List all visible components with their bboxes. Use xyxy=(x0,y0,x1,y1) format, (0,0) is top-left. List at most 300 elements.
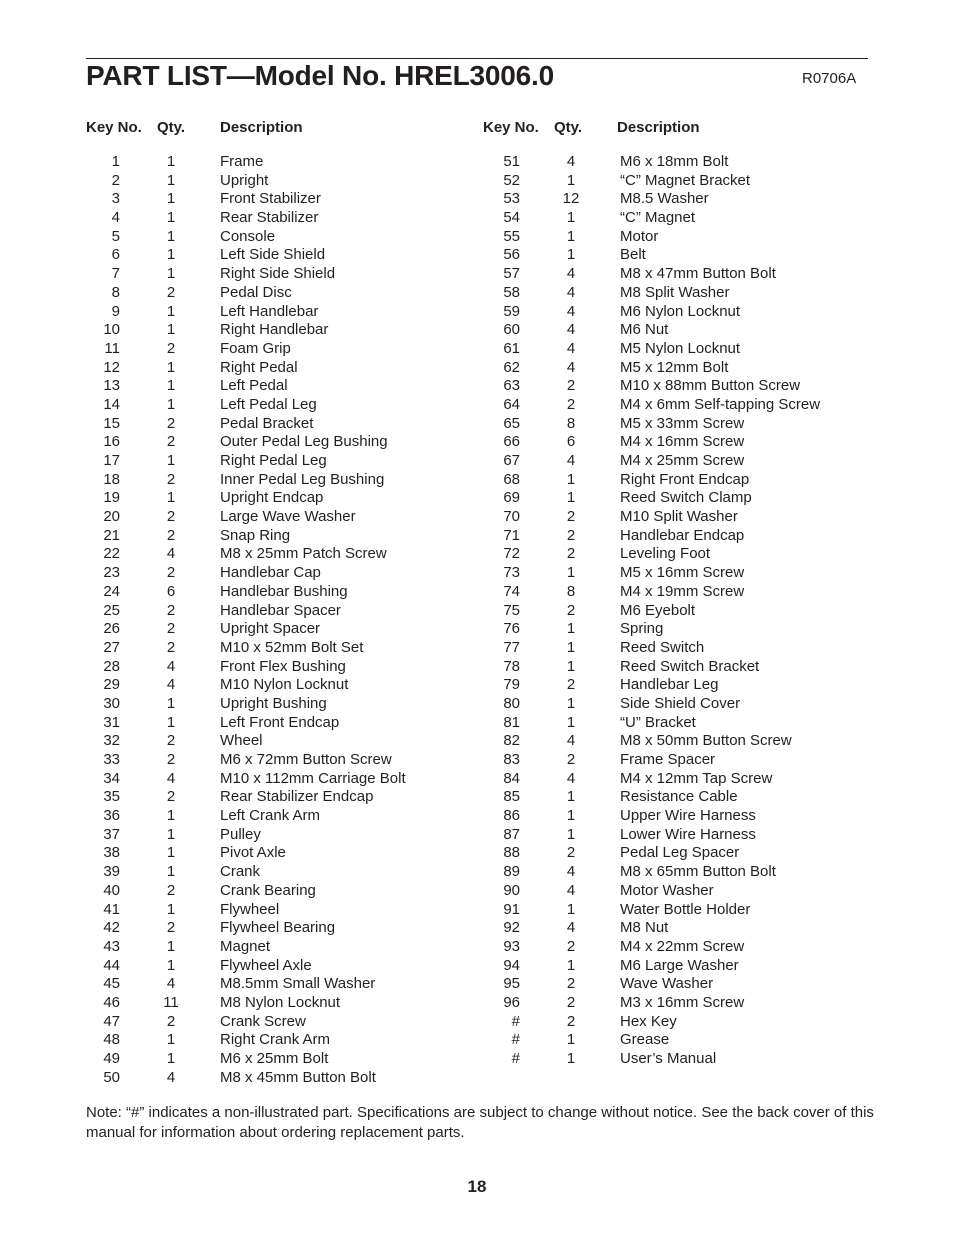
part-description: Crank Bearing xyxy=(220,881,316,899)
part-row xyxy=(480,359,860,378)
part-row xyxy=(480,770,860,789)
part-qty: 2 xyxy=(166,919,176,937)
part-qty: 4 xyxy=(566,452,576,469)
part-row xyxy=(480,228,860,247)
part-key-no: 27 xyxy=(103,638,120,656)
part-description: Handlebar Endcap xyxy=(620,526,745,544)
description-header-left: Description xyxy=(220,119,303,136)
part-description: Pivot Axle xyxy=(220,844,286,862)
part-qty: 4 xyxy=(166,1068,176,1086)
part-qty: 4 xyxy=(566,863,576,881)
part-key-no: 34 xyxy=(103,769,120,787)
part-row xyxy=(80,1031,460,1050)
part-qty: 4 xyxy=(566,769,576,787)
part-qty: 1 xyxy=(166,1050,176,1067)
parts-column-right xyxy=(480,153,860,1069)
part-description: M10 Nylon Locknut xyxy=(220,676,349,694)
part-row xyxy=(80,228,460,247)
part-row xyxy=(480,639,860,658)
part-description: Upright Endcap xyxy=(220,489,324,507)
part-description: Snap Ring xyxy=(220,526,291,544)
part-row xyxy=(80,639,460,658)
part-key-no: 44 xyxy=(103,956,120,974)
part-key-no: 84 xyxy=(503,769,520,787)
part-qty: 2 xyxy=(166,564,176,582)
part-description: M10 x 88mm Button Screw xyxy=(620,377,801,395)
part-key-no: 65 xyxy=(503,414,520,432)
part-row xyxy=(480,172,860,191)
part-description: M8 Nut xyxy=(620,919,669,937)
part-description: Water Bottle Holder xyxy=(620,900,751,918)
part-key-no: 28 xyxy=(103,657,120,675)
part-description: M6 x 18mm Bolt xyxy=(620,153,729,170)
part-key-no: 2 xyxy=(111,171,120,189)
part-row xyxy=(80,863,460,882)
part-key-no: 72 xyxy=(503,545,520,563)
part-row xyxy=(480,1031,860,1050)
part-key-no: 17 xyxy=(103,452,120,469)
part-qty: 1 xyxy=(166,302,176,320)
part-key-no: 40 xyxy=(103,881,120,899)
part-row xyxy=(80,508,460,527)
part-qty: 1 xyxy=(566,825,576,843)
part-key-no: 31 xyxy=(103,713,120,731)
part-description: Motor xyxy=(620,227,659,245)
part-description: M10 x 52mm Bolt Set xyxy=(220,638,364,656)
part-row xyxy=(80,209,460,228)
part-key-no: 5 xyxy=(111,227,120,245)
part-row xyxy=(80,321,460,340)
part-qty: 1 xyxy=(566,246,576,264)
part-description: User’s Manual xyxy=(620,1050,717,1067)
part-key-no: 55 xyxy=(503,227,520,245)
part-key-no: 76 xyxy=(503,620,520,638)
part-qty: 4 xyxy=(566,153,576,170)
part-qty: 1 xyxy=(166,937,176,955)
part-key-no: 7 xyxy=(111,265,120,283)
part-qty: 4 xyxy=(566,283,576,301)
part-key-no: 42 xyxy=(103,919,120,937)
part-description: “U” Bracket xyxy=(620,713,696,731)
key-no-header-left: Key No. xyxy=(86,119,142,136)
part-key-no: 59 xyxy=(503,302,520,320)
part-row xyxy=(80,153,460,172)
part-key-no: 43 xyxy=(103,937,120,955)
part-row xyxy=(80,882,460,901)
part-row xyxy=(80,1013,460,1032)
part-key-no: 78 xyxy=(503,657,520,675)
part-description: Flywheel xyxy=(220,900,280,918)
part-key-no: 96 xyxy=(503,993,520,1011)
part-key-no: 8 xyxy=(111,283,120,301)
part-key-no: 30 xyxy=(103,694,120,712)
part-row xyxy=(480,489,860,508)
part-row xyxy=(80,676,460,695)
part-key-no: 61 xyxy=(503,339,520,357)
part-row xyxy=(480,975,860,994)
part-qty: 1 xyxy=(566,489,576,507)
part-description: M8 Split Washer xyxy=(620,283,730,301)
part-key-no: 36 xyxy=(103,807,120,825)
part-key-no: 19 xyxy=(103,489,120,507)
part-description: Left Handlebar xyxy=(220,302,319,320)
part-row xyxy=(80,844,460,863)
part-qty: 6 xyxy=(166,582,176,600)
page-number: 18 xyxy=(467,1177,487,1196)
part-row xyxy=(480,751,860,770)
part-description: M6 x 72mm Button Screw xyxy=(220,751,392,768)
part-qty: 1 xyxy=(166,489,176,507)
part-qty: 1 xyxy=(166,265,176,283)
part-description: Reed Switch Clamp xyxy=(620,489,752,507)
part-row xyxy=(480,321,860,340)
part-row xyxy=(480,1050,860,1069)
part-description: Upright Spacer xyxy=(220,620,321,638)
part-description: Left Crank Arm xyxy=(220,807,321,825)
part-description: Pedal Disc xyxy=(220,283,292,301)
part-row xyxy=(80,284,460,303)
part-qty: 4 xyxy=(566,358,576,376)
part-description: Belt xyxy=(620,246,646,264)
part-key-no: 20 xyxy=(103,508,120,526)
part-description: Pedal Bracket xyxy=(220,414,314,432)
part-row xyxy=(480,583,860,602)
part-description: Flywheel Axle xyxy=(220,956,312,974)
part-description: M4 x 25mm Screw xyxy=(620,452,745,469)
part-key-no: 89 xyxy=(503,863,520,881)
part-row xyxy=(80,658,460,677)
part-description: Flywheel Bearing xyxy=(220,919,336,937)
part-row xyxy=(80,527,460,546)
part-row xyxy=(480,695,860,714)
part-row xyxy=(480,788,860,807)
part-description: M8 x 50mm Button Screw xyxy=(620,732,792,750)
part-qty: 1 xyxy=(566,900,576,918)
part-qty: 2 xyxy=(566,844,576,862)
part-description: M8 x 45mm Button Bolt xyxy=(220,1068,376,1086)
part-qty: 1 xyxy=(566,807,576,825)
part-description: Crank xyxy=(220,863,261,881)
part-key-no: 3 xyxy=(111,190,120,208)
part-qty: 8 xyxy=(566,582,576,600)
part-description: M6 x 25mm Bolt xyxy=(220,1050,329,1067)
part-row xyxy=(480,471,860,490)
part-qty: 2 xyxy=(566,508,576,526)
part-description: Hex Key xyxy=(620,1012,677,1030)
part-description: M8 x 65mm Button Bolt xyxy=(620,863,776,881)
part-description: Left Front Endcap xyxy=(220,713,340,731)
part-qty: 1 xyxy=(166,246,176,264)
part-row xyxy=(80,788,460,807)
part-qty: 2 xyxy=(566,937,576,955)
part-key-no: 67 xyxy=(503,452,520,469)
part-row xyxy=(480,658,860,677)
part-row xyxy=(80,545,460,564)
part-key-no: 11 xyxy=(104,339,120,357)
part-row xyxy=(480,433,860,452)
part-key-no: 14 xyxy=(103,395,120,413)
part-row xyxy=(480,732,860,751)
part-key-no: 81 xyxy=(503,713,520,731)
part-qty: 2 xyxy=(166,414,176,432)
part-row xyxy=(80,620,460,639)
part-key-no: 18 xyxy=(103,470,120,488)
part-description: Right Handlebar xyxy=(220,321,329,339)
part-description: M5 x 12mm Bolt xyxy=(620,358,729,376)
part-qty: 1 xyxy=(566,209,576,227)
part-description: M8.5mm Small Washer xyxy=(220,975,376,993)
part-row xyxy=(480,807,860,826)
part-key-no: 92 xyxy=(503,919,520,937)
part-description: Handlebar Spacer xyxy=(220,601,341,619)
part-key-no: 66 xyxy=(503,433,520,451)
part-key-no: 79 xyxy=(503,676,520,694)
part-qty: 11 xyxy=(163,993,179,1011)
part-key-no: # xyxy=(511,1050,520,1067)
part-description: M4 x 6mm Self-tapping Screw xyxy=(620,395,821,413)
part-key-no: 49 xyxy=(103,1050,120,1067)
part-row xyxy=(480,863,860,882)
part-key-no: 68 xyxy=(503,470,520,488)
part-key-no: 15 xyxy=(103,414,120,432)
part-description: Left Pedal Leg xyxy=(220,395,317,413)
part-description: Frame Spacer xyxy=(620,751,716,768)
part-description: M4 x 19mm Screw xyxy=(620,582,745,600)
part-row xyxy=(80,190,460,209)
part-qty: 1 xyxy=(166,694,176,712)
page-title: PART LIST—Model No. HREL3006.0 xyxy=(86,60,554,91)
part-row xyxy=(480,153,860,172)
part-description: M5 x 33mm Screw xyxy=(620,414,745,432)
part-description: Large Wave Washer xyxy=(220,508,356,526)
part-qty: 1 xyxy=(166,452,176,469)
part-key-no: 64 xyxy=(503,395,520,413)
part-qty: 2 xyxy=(166,470,176,488)
part-description: Foam Grip xyxy=(220,339,291,357)
part-key-no: 73 xyxy=(503,564,520,582)
part-key-no: 74 xyxy=(503,582,520,600)
key-no-header-right: Key No. xyxy=(483,119,539,136)
part-qty: 2 xyxy=(566,601,576,619)
part-qty: 1 xyxy=(166,713,176,731)
part-qty: 6 xyxy=(566,433,576,451)
part-row xyxy=(80,471,460,490)
part-qty: 2 xyxy=(166,1012,176,1030)
part-qty: 2 xyxy=(566,975,576,993)
part-row xyxy=(480,396,860,415)
part-row xyxy=(80,826,460,845)
part-key-no: 90 xyxy=(503,881,520,899)
part-key-no: 48 xyxy=(103,1031,120,1049)
part-row xyxy=(480,1013,860,1032)
part-row xyxy=(80,489,460,508)
part-qty: 1 xyxy=(166,807,176,825)
part-qty: 2 xyxy=(566,395,576,413)
part-key-no: 32 xyxy=(103,732,120,750)
part-description: Resistance Cable xyxy=(620,788,738,806)
part-description: Magnet xyxy=(220,937,271,955)
part-key-no: 9 xyxy=(111,302,120,320)
part-qty: 1 xyxy=(166,209,176,227)
part-row xyxy=(80,602,460,621)
part-key-no: 95 xyxy=(503,975,520,993)
part-key-no: 69 xyxy=(503,489,520,507)
footnote: Note: “#” indicates a non-illustrated part. Specifications are subject to change without notice. See the back cover of this manual for information about ordering replacement parts. xyxy=(86,1104,874,1141)
part-qty: 2 xyxy=(566,993,576,1011)
part-key-no: 6 xyxy=(111,246,120,264)
part-key-no: 71 xyxy=(503,526,520,544)
part-qty: 4 xyxy=(166,657,176,675)
part-qty: 1 xyxy=(566,956,576,974)
part-key-no: 56 xyxy=(503,246,520,264)
part-qty: 1 xyxy=(166,1031,176,1049)
part-description: Wave Washer xyxy=(620,975,714,993)
part-qty: 2 xyxy=(166,601,176,619)
part-row xyxy=(80,994,460,1013)
part-row xyxy=(80,246,460,265)
part-row xyxy=(80,583,460,602)
part-qty: 1 xyxy=(166,377,176,395)
part-description: Right Pedal xyxy=(220,358,298,376)
part-description: Console xyxy=(220,227,276,245)
part-row xyxy=(80,770,460,789)
part-key-no: 63 xyxy=(503,377,520,395)
part-row xyxy=(80,452,460,471)
part-row xyxy=(80,265,460,284)
part-row xyxy=(80,415,460,434)
part-qty: 1 xyxy=(566,1031,576,1049)
part-key-no: 91 xyxy=(503,900,520,918)
part-description: “C” Magnet Bracket xyxy=(620,171,751,189)
part-description: Upright xyxy=(220,171,269,189)
part-key-no: 10 xyxy=(103,321,120,339)
part-qty: 1 xyxy=(166,900,176,918)
part-description: M8 x 25mm Patch Screw xyxy=(220,545,387,563)
description-header-right: Description xyxy=(617,119,700,136)
part-key-no: 45 xyxy=(103,975,120,993)
part-description: Reed Switch Bracket xyxy=(620,657,760,675)
part-description: M10 Split Washer xyxy=(620,508,738,526)
part-key-no: 25 xyxy=(103,601,120,619)
part-key-no: 46 xyxy=(103,993,120,1011)
part-row xyxy=(480,303,860,322)
part-description: M6 Eyebolt xyxy=(620,601,696,619)
part-description: Frame xyxy=(220,153,264,170)
part-qty: 1 xyxy=(166,825,176,843)
part-qty: 1 xyxy=(166,395,176,413)
part-qty: 4 xyxy=(566,339,576,357)
part-key-no: 13 xyxy=(103,377,120,395)
part-row xyxy=(480,265,860,284)
part-key-no: 23 xyxy=(103,564,120,582)
part-key-no: 50 xyxy=(103,1068,120,1086)
part-description: M5 Nylon Locknut xyxy=(620,339,741,357)
part-row xyxy=(80,732,460,751)
part-qty: 1 xyxy=(166,171,176,189)
part-qty: 1 xyxy=(166,153,176,170)
part-description: M3 x 16mm Screw xyxy=(620,993,745,1011)
part-row xyxy=(480,994,860,1013)
part-row xyxy=(480,882,860,901)
part-qty: 1 xyxy=(166,358,176,376)
part-row xyxy=(480,246,860,265)
part-row xyxy=(480,284,860,303)
part-key-no: 24 xyxy=(103,582,120,600)
part-key-no: 86 xyxy=(503,807,520,825)
part-key-no: # xyxy=(511,1031,520,1049)
part-qty: 2 xyxy=(566,545,576,563)
part-qty: 4 xyxy=(566,919,576,937)
part-qty: 1 xyxy=(166,956,176,974)
part-description: Lower Wire Harness xyxy=(620,825,756,843)
part-row xyxy=(480,415,860,434)
part-description: M8 Nylon Locknut xyxy=(220,993,341,1011)
part-qty: 12 xyxy=(562,190,580,208)
part-description: Rear Stabilizer xyxy=(220,209,319,227)
part-description: Front Flex Bushing xyxy=(220,657,346,675)
part-row xyxy=(80,957,460,976)
part-description: Handlebar Leg xyxy=(620,676,719,694)
part-qty: 4 xyxy=(166,545,176,563)
part-description: M6 Nut xyxy=(620,321,669,339)
part-description: Pedal Leg Spacer xyxy=(620,844,740,862)
part-row xyxy=(80,377,460,396)
part-key-no: 22 xyxy=(103,545,120,563)
part-key-no: 80 xyxy=(503,694,520,712)
part-key-no: 38 xyxy=(103,844,120,862)
part-description: Left Pedal xyxy=(220,377,288,395)
part-row xyxy=(480,919,860,938)
part-qty: 1 xyxy=(566,788,576,806)
part-description: M8.5 Washer xyxy=(620,190,709,208)
part-qty: 1 xyxy=(566,694,576,712)
part-description: M4 x 16mm Screw xyxy=(620,433,745,451)
part-key-no: 85 xyxy=(503,788,520,806)
part-description: Grease xyxy=(620,1031,670,1049)
part-row xyxy=(480,527,860,546)
part-qty: 4 xyxy=(566,732,576,750)
part-key-no: 58 xyxy=(503,283,520,301)
part-qty: 2 xyxy=(166,339,176,357)
part-qty: 2 xyxy=(166,638,176,656)
part-key-no: 29 xyxy=(103,676,120,694)
part-key-no: 88 xyxy=(503,844,520,862)
part-row xyxy=(80,695,460,714)
part-qty: 1 xyxy=(566,470,576,488)
part-qty: 2 xyxy=(166,283,176,301)
part-key-no: 93 xyxy=(503,937,520,955)
part-row xyxy=(480,377,860,396)
qty-header-left: Qty. xyxy=(157,119,186,136)
part-key-no: 39 xyxy=(103,863,120,881)
document-code: R0706A xyxy=(802,70,857,87)
part-description: Wheel xyxy=(220,732,263,750)
part-row xyxy=(480,452,860,471)
part-row xyxy=(80,901,460,920)
part-key-no: 26 xyxy=(103,620,120,638)
part-key-no: 12 xyxy=(103,358,120,376)
part-key-no: 37 xyxy=(103,825,120,843)
part-qty: 2 xyxy=(166,508,176,526)
part-row xyxy=(80,564,460,583)
part-qty: 2 xyxy=(566,751,576,768)
part-row xyxy=(80,938,460,957)
part-key-no: 41 xyxy=(103,900,120,918)
part-qty: 1 xyxy=(166,190,176,208)
part-description: Upper Wire Harness xyxy=(620,807,756,825)
part-description: Motor Washer xyxy=(620,881,714,899)
part-row xyxy=(480,901,860,920)
